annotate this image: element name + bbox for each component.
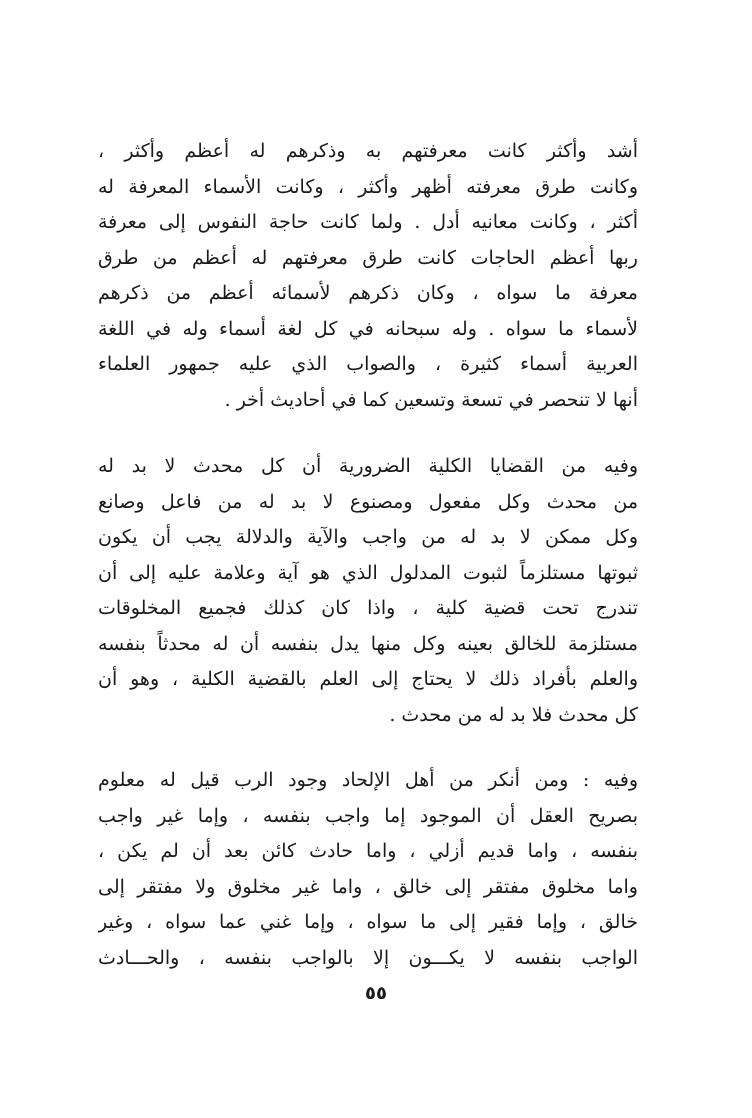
paragraph-line: والعلم بأفراد ذلك لا يحتاج إلى العلم بالقضية الكلية ، وهو أن (98, 668, 638, 690)
paragraph-line: وكانت طرق معرفته أظهر وأكثر ، وكانت الأسماء المعرفة له (98, 175, 638, 198)
page-number: ٥٥ (365, 983, 387, 1004)
paragraph-line: أنها لا تنحصر في تسعة وتسعين كما في أحاديث أخر . (224, 388, 638, 411)
paragraph-3 (98, 763, 638, 976)
paragraph-line: ثبوتها مستلزماً لثبوت المدلول الذي هو آية وعلامة عليه إلى أن (98, 561, 638, 584)
paragraph-line: خالق ، وإما فقير إلى ما سواه ، وإما غني عما سواه ، وغير (98, 911, 638, 933)
paragraph-line: وفيه : ومن أنكر من أهل الإلحاد وجود الرب قيل له معلوم (98, 769, 638, 791)
paragraph-line: كل محدث فلا بد له من محدث . (389, 703, 638, 726)
paragraph-line: وكل ممكن لا بد له من واجب والآية والدلالة يجب أن يكون (98, 526, 638, 548)
paragraph-line: من محدث وكل مفعول ومصنوع لا بد له من فاعل وصانع (98, 490, 638, 513)
paragraph-line: الواجب بنفسه لا يكـــون إلا بالواجب بنفسه ، والحـــادث (98, 946, 638, 969)
paragraph-line: العربية أسماء كثيرة ، والصواب الذي عليه جمهور العلماء (98, 353, 638, 375)
paragraph-line: ربها أعظم الحاجات كانت طرق معرفتهم له أعظم من طرق (98, 246, 638, 269)
paragraph-line: لأسماء ما سواه . وله سبحانه في كل لغة أسماء وله في اللغة (98, 317, 638, 340)
paragraph-line: معرفة ما سواه ، وكان ذكرهم لأسمائه أعظم من ذكرهم (98, 282, 638, 304)
paragraph-line: بصريح العقل أن الموجود إما واجب بنفسه ، وإما غير واجب (98, 804, 638, 827)
paragraph-1 (98, 134, 638, 418)
paragraph-line: مستلزمة للخالق بعينه وكل منها يدل بنفسه أن له محدثاً بنفسه (98, 632, 638, 655)
paragraph-line: واما مخلوق مفتقر إلى خالق ، واما غير مخلوق ولا مفتقر إلى (98, 875, 638, 898)
paragraph-2 (98, 449, 638, 733)
paragraph-line: تندرج تحت قضية كلية ، واذا كان كذلك فجميع المخلوقات (98, 597, 638, 619)
paragraph-line: أكثر ، وكانت معانيه أدل . ولما كانت حاجة النفوس إلى معرفة (98, 211, 638, 233)
paragraph-line: أشد وأكثر كانت معرفتهم به وذكرهم له أعظم وأكثر ، (98, 140, 638, 162)
paragraph-line: وفيه من القضايا الكلية الضرورية أن كل محدث لا بد له (98, 455, 638, 477)
paragraph-line: بنفسه ، واما قديم أزلي ، واما حادث كائن بعد أن لم يكن ، (98, 840, 638, 862)
